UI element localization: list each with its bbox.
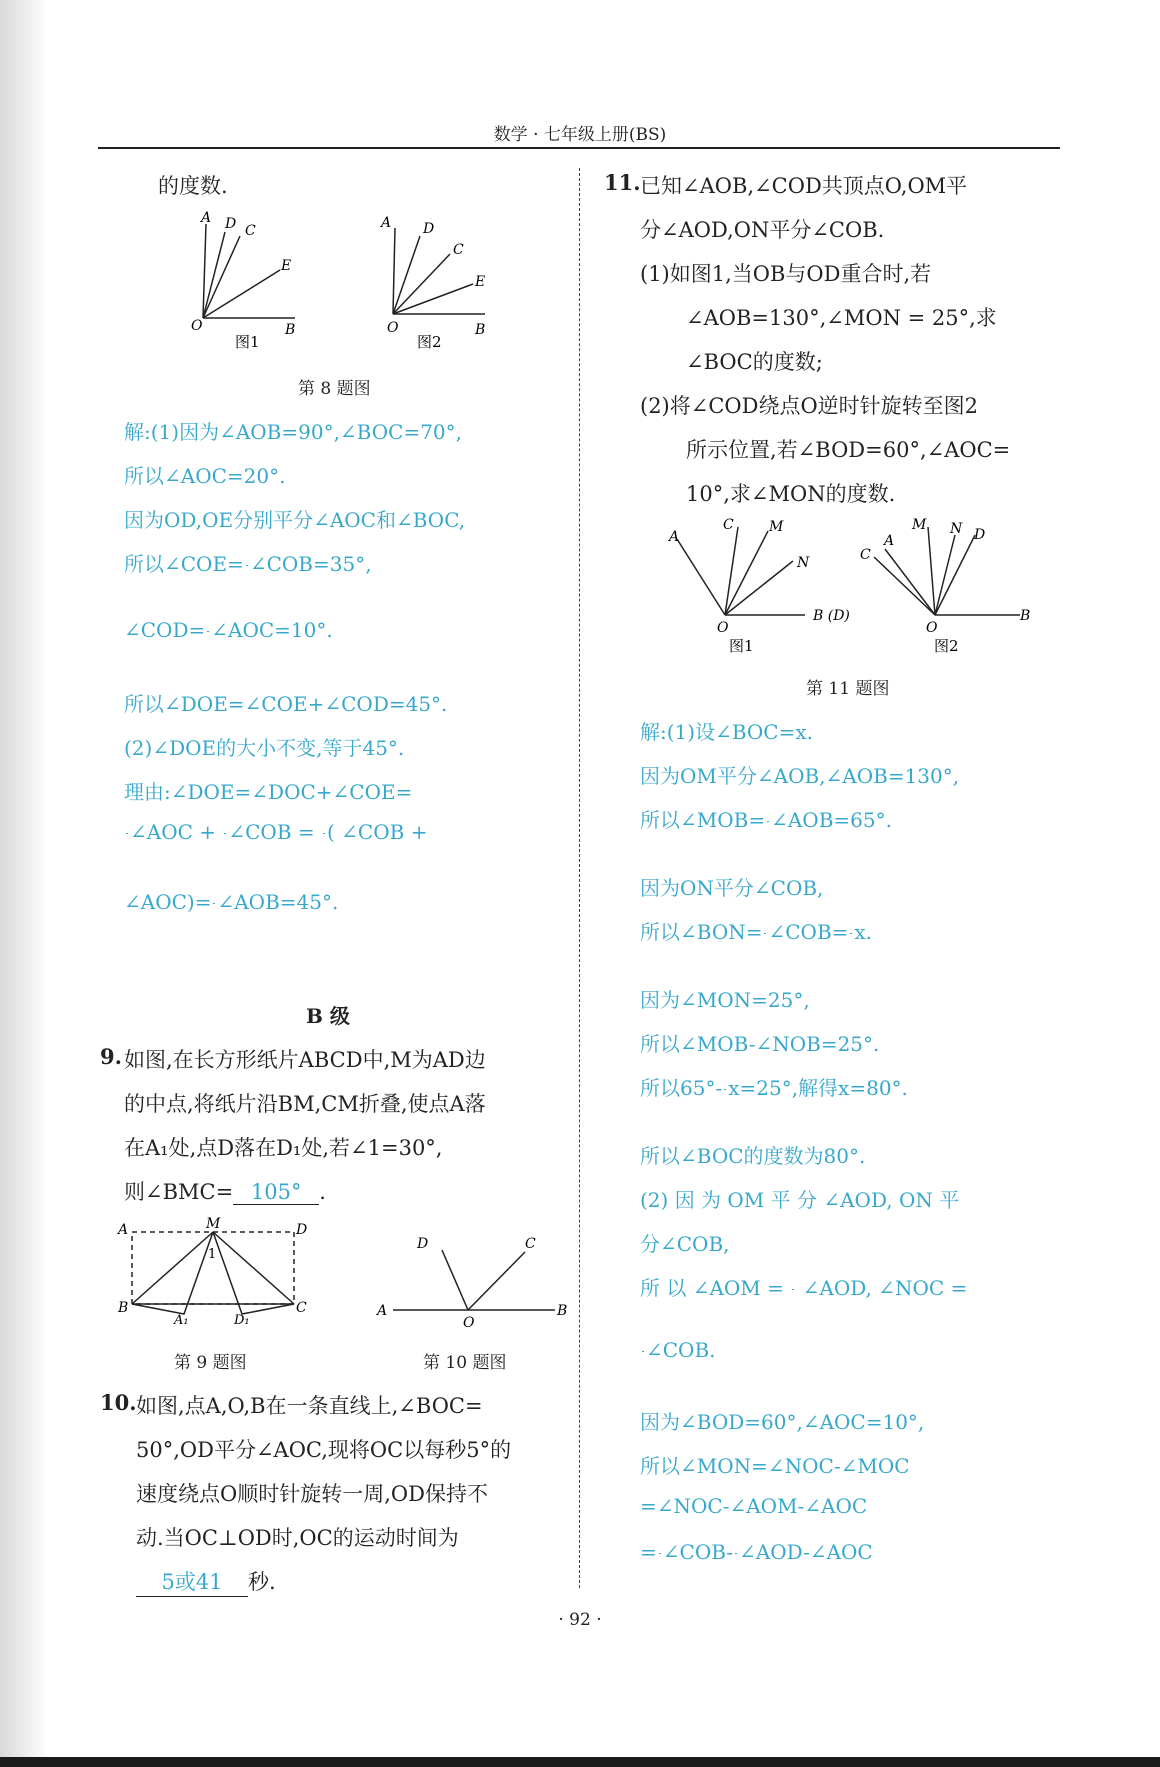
q9-text: 如图,在长方形纸片ABCD中,M为AD边 xyxy=(124,1048,486,1072)
q10-caption: 第 10 题图 xyxy=(423,1353,507,1373)
q10-text: 速度绕点O顺时针旋转一周,OD保持不 xyxy=(136,1482,488,1506)
q11-figure-2 xyxy=(850,515,1040,655)
q8-sol-line xyxy=(124,890,338,914)
q11-caption: 第 11 题图 xyxy=(806,679,890,699)
fraction-half xyxy=(724,1089,726,1090)
q10-text: 50°,OD平分∠AOC,现将OC以每秒5°的 xyxy=(136,1438,512,1462)
q8-caption: 第 8 题图 xyxy=(298,379,371,399)
text: ∠AOB=65°. xyxy=(771,808,892,832)
q8-figure-1 xyxy=(185,210,325,350)
q11-sol-line: 解:(1)设∠BOC=x. xyxy=(640,720,813,744)
q8-sol-line: 因为OD,OE分别平分∠AOC和∠BOC, xyxy=(124,508,466,532)
q11-text: ∠BOC的度数; xyxy=(686,350,823,374)
svg-text:C: C xyxy=(860,547,871,563)
text: ∠AOB=45°. xyxy=(217,890,339,914)
q11-sol-line: 因为OM平分∠AOB,∠AOB=130°, xyxy=(640,764,960,788)
numerator xyxy=(207,631,209,632)
page-edge-shadow xyxy=(0,0,48,1767)
q11-text: ∠AOB=130°,∠MON = 25°,求 xyxy=(686,306,997,330)
numerator xyxy=(850,933,852,934)
q11-figure-1 xyxy=(665,515,865,655)
q11-sol-line: 所以∠MON=∠NOC-∠MOC xyxy=(640,1454,910,1478)
svg-text:D: D xyxy=(296,1222,308,1238)
q8-sol-line xyxy=(124,820,427,844)
q8-fig1-caption: 图1 xyxy=(235,333,260,350)
q11-sol-line xyxy=(640,1540,873,1564)
svg-text:O: O xyxy=(463,1315,475,1330)
q8-fig2-caption: 图2 xyxy=(417,333,442,350)
svg-text:C: C xyxy=(453,242,464,258)
fraction-half xyxy=(767,821,769,822)
q11-sol-line xyxy=(640,916,872,945)
text: ( ∠COB + xyxy=(327,820,428,844)
q11-sol-line: 因为∠BOD=60°,∠AOC=10°, xyxy=(640,1410,925,1434)
q11-sol-line: =∠NOC-∠AOM-∠AOC xyxy=(640,1494,868,1518)
svg-text:E: E xyxy=(281,258,292,274)
fraction-half xyxy=(850,933,852,934)
text: ∠AOD-∠AOC xyxy=(739,1540,873,1564)
text: ∠COB. xyxy=(646,1338,716,1362)
fraction-half xyxy=(659,1553,661,1554)
svg-text:A: A xyxy=(669,529,680,545)
q11-text: (1)如图1,当OB与OD重合时,若 xyxy=(640,262,932,286)
svg-text:C: C xyxy=(296,1300,307,1316)
svg-text:D: D xyxy=(423,221,435,237)
q8-sol-line xyxy=(124,548,372,577)
q10-answer: 5或41 xyxy=(136,1566,248,1597)
q9-text: 在A₁处,点D落在D₁处,若∠1=30°, xyxy=(124,1136,443,1160)
q10-figure xyxy=(375,1230,575,1330)
page-number: · 92 · xyxy=(558,1610,602,1630)
svg-text:A: A xyxy=(381,215,392,231)
q11-text: 分∠AOD,ON平分∠COB. xyxy=(640,218,885,242)
q10-text: 如图,点A,O,B在一条直线上,∠BOC= xyxy=(136,1394,483,1418)
text: 则∠BMC= xyxy=(124,1180,234,1204)
q8-figure-2 xyxy=(375,210,515,350)
numerator xyxy=(767,821,769,822)
svg-text:B: B xyxy=(285,322,296,338)
fraction-half xyxy=(764,933,766,934)
svg-text:E: E xyxy=(475,274,486,290)
fraction-half xyxy=(213,903,215,904)
svg-text:D: D xyxy=(974,527,986,543)
svg-text:A: A xyxy=(377,1303,388,1319)
svg-text:B: B xyxy=(1020,608,1031,624)
q8-sol-line: 理由:∠DOE=∠DOC+∠COE= xyxy=(124,780,413,804)
text: x. xyxy=(854,920,873,944)
column-divider xyxy=(579,168,580,1588)
q10-text xyxy=(136,1566,276,1597)
fraction-half xyxy=(246,565,248,566)
text: 所以∠BON= xyxy=(640,920,763,944)
text: ∠AOD, ∠NOC = xyxy=(796,1276,968,1300)
q11-sol-line: 分∠COB, xyxy=(640,1232,730,1256)
text: ∠COB- xyxy=(662,1540,734,1564)
fraction-half xyxy=(735,1553,737,1554)
svg-text:A: A xyxy=(201,210,212,226)
q11-sol-line: 所以∠BOC的度数为80°. xyxy=(640,1144,866,1168)
q9-figure xyxy=(112,1216,312,1326)
text: 所以∠COE= xyxy=(124,552,244,576)
fraction-half xyxy=(642,1351,644,1352)
text: ∠AOC)= xyxy=(124,890,212,914)
q9-number: 9. xyxy=(100,1044,122,1069)
page-header: 数学 · 七年级上册(BS) xyxy=(493,125,667,145)
svg-text:M: M xyxy=(912,517,927,533)
q9-text: 的中点,将纸片沿BM,CM折叠,使点A落 xyxy=(124,1092,486,1116)
svg-text:B: B xyxy=(557,1303,568,1319)
q8-sol-line: (2)∠DOE的大小不变,等于45°. xyxy=(124,736,405,760)
q11-sol-line xyxy=(640,1338,716,1362)
text: ∠COB=35°, xyxy=(249,552,372,576)
svg-text:A: A xyxy=(118,1222,129,1238)
text: 所以∠MOB= xyxy=(640,808,766,832)
numerator xyxy=(246,565,248,566)
svg-text:C: C xyxy=(525,1236,536,1252)
text: ∠AOC=10°. xyxy=(211,618,333,642)
numerator xyxy=(213,903,215,904)
svg-text:M: M xyxy=(769,519,784,535)
q11-sol-line: 因为ON平分∠COB, xyxy=(640,876,824,900)
text: ∠COB = xyxy=(228,820,322,844)
numerator xyxy=(224,833,226,834)
q8-sol-line: 所以∠DOE=∠COE+∠COD=45°. xyxy=(124,692,448,716)
q11-sol-line: (2) 因 为 OM 平 分 ∠AOD, ON 平 xyxy=(640,1188,960,1212)
numerator xyxy=(323,833,325,834)
q11-text: 所示位置,若∠BOD=60°,∠AOC= xyxy=(686,438,1011,462)
svg-text:B: B xyxy=(475,322,486,338)
numerator xyxy=(642,1351,644,1352)
svg-text:B: B xyxy=(118,1300,129,1316)
fraction-half xyxy=(126,833,128,834)
q8-sol-line: 解:(1)因为∠AOB=90°,∠BOC=70°, xyxy=(124,420,463,444)
q10-number: 10. xyxy=(100,1390,137,1415)
fraction-half xyxy=(224,833,226,834)
svg-text:A: A xyxy=(884,533,895,549)
text: ∠COB= xyxy=(768,920,849,944)
numerator xyxy=(764,933,766,934)
q11-text: 已知∠AOB,∠COD共顶点O,OM平 xyxy=(640,174,968,198)
text: . xyxy=(319,1180,326,1204)
svg-text:M: M xyxy=(206,1216,221,1232)
q9-text xyxy=(124,1176,326,1206)
q11-sol-line: 所以∠MOB-∠NOB=25°. xyxy=(640,1032,880,1056)
fraction-half xyxy=(207,631,209,632)
q11-sol-line xyxy=(640,804,892,833)
text: x=25°,解得x=80°. xyxy=(728,1076,908,1100)
svg-text:B (D): B (D) xyxy=(813,608,850,624)
q11-fig1-caption: 图1 xyxy=(729,637,754,655)
svg-text:C: C xyxy=(245,223,256,239)
svg-text:C: C xyxy=(723,517,734,533)
svg-text:1: 1 xyxy=(208,1247,217,1262)
svg-text:D: D xyxy=(225,216,237,232)
svg-text:O: O xyxy=(717,620,729,636)
numerator xyxy=(724,1089,726,1090)
numerator xyxy=(659,1553,661,1554)
q11-text: 10°,求∠MON的度数. xyxy=(686,482,896,506)
text: 所 以 ∠AOM = xyxy=(640,1276,791,1300)
fraction-half xyxy=(792,1289,794,1290)
fraction-half xyxy=(323,833,325,834)
q8-sol-line xyxy=(124,618,333,642)
header-rule xyxy=(98,147,1060,149)
q10-text: 动.当OC⊥OD时,OC的运动时间为 xyxy=(136,1526,459,1550)
q9-answer: 105° xyxy=(233,1180,319,1205)
q11-sol-line xyxy=(640,1272,967,1301)
svg-text:O: O xyxy=(191,318,203,334)
svg-text:D₁: D₁ xyxy=(234,1313,250,1326)
numerator xyxy=(735,1553,737,1554)
q11-fig2-caption: 图2 xyxy=(934,637,959,655)
text: 秒. xyxy=(248,1570,276,1594)
svg-text:D: D xyxy=(417,1236,429,1252)
q11-number: 11. xyxy=(604,170,641,195)
q8-tail: 的度数. xyxy=(158,174,228,198)
text: ∠COD= xyxy=(124,618,206,642)
q11-sol-line xyxy=(640,1072,908,1101)
svg-text:A₁: A₁ xyxy=(174,1313,189,1326)
svg-text:O: O xyxy=(387,320,399,336)
svg-text:N: N xyxy=(950,521,963,537)
level-heading: B 级 xyxy=(306,1004,350,1028)
numerator xyxy=(792,1289,794,1290)
q11-sol-line: 因为∠MON=25°, xyxy=(640,988,810,1012)
text: = xyxy=(640,1540,657,1564)
q9-caption: 第 9 题图 xyxy=(174,1353,247,1373)
text: 所以65°- xyxy=(640,1076,723,1100)
svg-text:O: O xyxy=(926,620,938,636)
numerator xyxy=(126,833,128,834)
bottom-bar xyxy=(0,1757,1160,1767)
svg-text:N: N xyxy=(797,555,810,571)
q11-text: (2)将∠COD绕点O逆时针旋转至图2 xyxy=(640,394,979,418)
q8-sol-line: 所以∠AOC=20°. xyxy=(124,464,286,488)
text: ∠AOC + xyxy=(130,820,223,844)
